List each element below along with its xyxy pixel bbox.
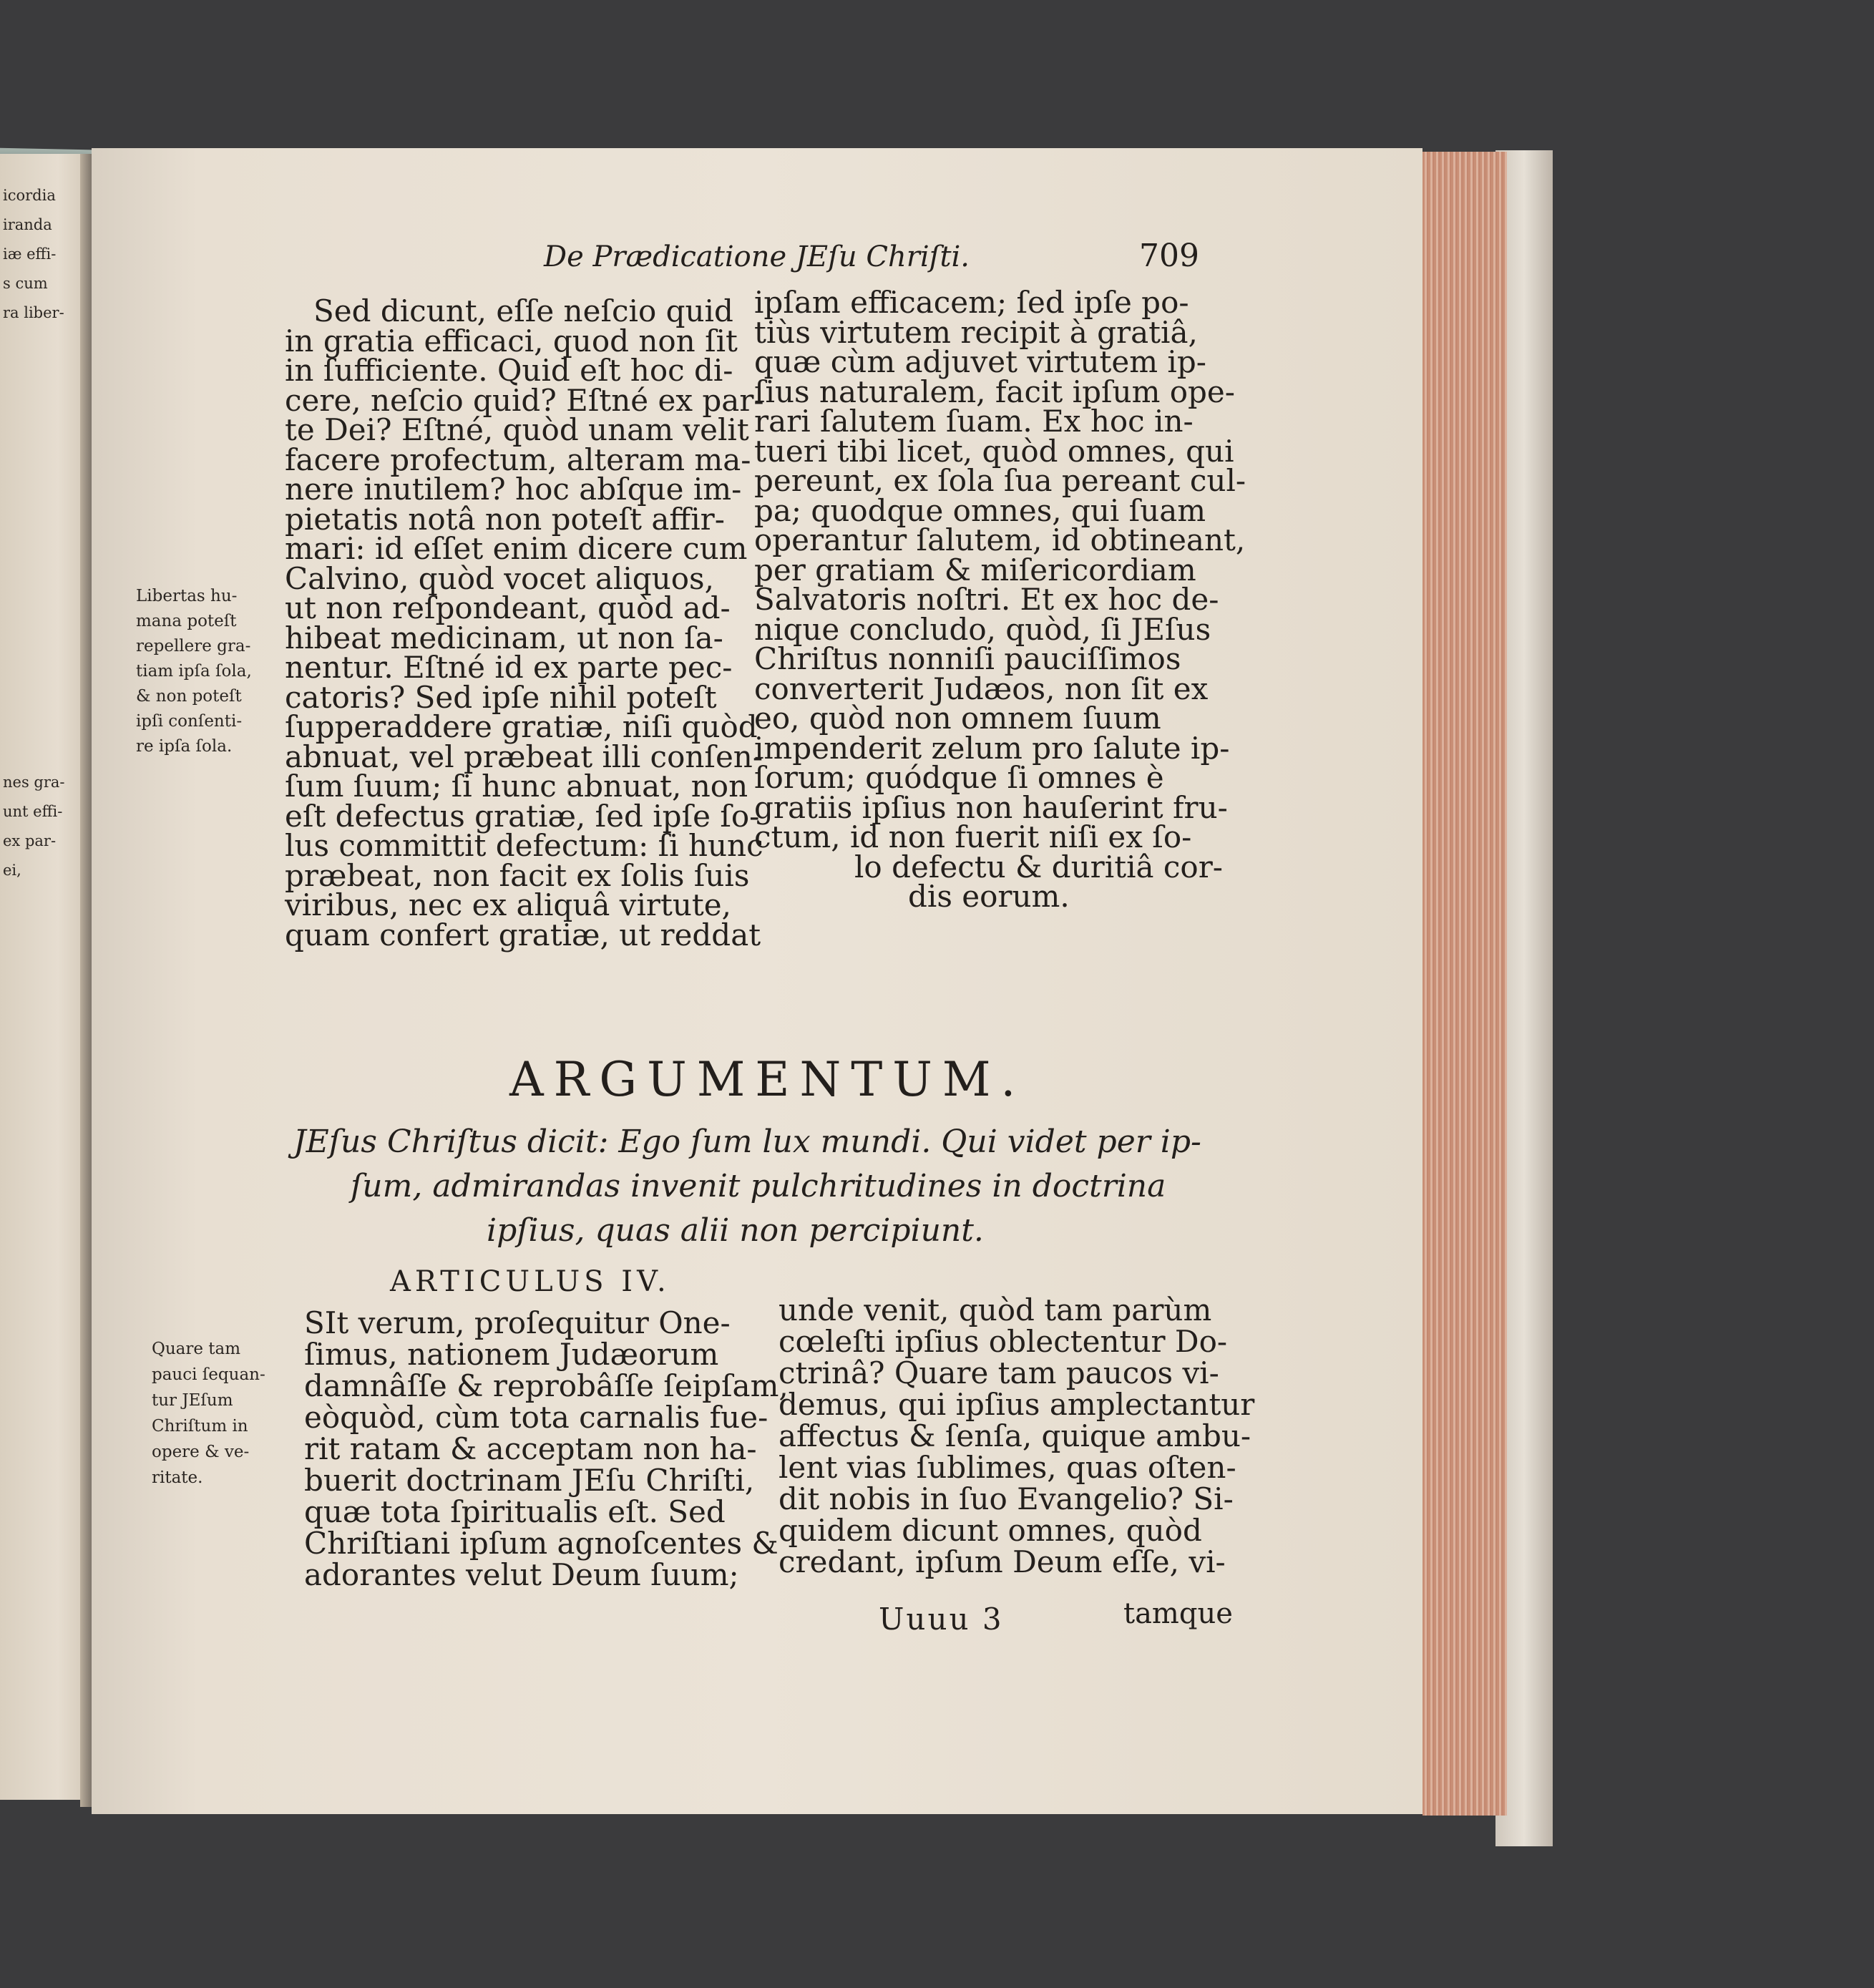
left-margin-line: nes gra- — [3, 774, 65, 791]
text-line: buerit doctrinam JEſu Chriſti, — [304, 1463, 755, 1498]
text-line: mari: id eſſet enim dicere cum — [285, 531, 748, 566]
text-line: hibeat medicinam, ut non ſa- — [285, 620, 723, 656]
text-line: pa; quodque omnes, qui ſuam — [754, 492, 1206, 528]
text-line: SIt verum, proſequitur One- — [304, 1305, 731, 1340]
text-line: ctum, id non fuerit niſi ex ſo- — [754, 819, 1192, 854]
text-line: in ſufficiente. Quid eſt hoc di- — [285, 353, 733, 388]
side-note-line: tiam ipſa ſola, — [136, 662, 252, 681]
left-margin-line: iranda — [3, 216, 52, 233]
text-line: eſt defectus gratiæ, ſed ipſe ſo- — [285, 798, 760, 834]
argumentum-heading: ARGUMENTUM. — [509, 1052, 1026, 1107]
left-margin-line: iæ effi- — [3, 245, 57, 263]
text-line: ſius naturalem, facit ipſum ope- — [754, 374, 1235, 409]
side-note-line: pauci ſequan- — [152, 1365, 265, 1384]
summary-line: ſum, admirandas invenit pulchritudines in doctrina — [351, 1168, 1166, 1204]
text-line: Chriſtiani ipſum agnoſcentes & — [304, 1526, 779, 1561]
text-line: Calvino, quòd vocet aliquos, — [285, 560, 714, 596]
side-note-line: ipſi conſenti- — [136, 712, 243, 731]
text-line: catoris? Sed ipſe nihil poteſt — [285, 679, 717, 715]
side-note-line: Chriſtum in — [152, 1417, 248, 1436]
text-line: dis eorum. — [908, 879, 1070, 914]
page-number: 709 — [1139, 238, 1199, 274]
text-line: tueri tibi licet, quòd omnes, qui — [754, 433, 1234, 469]
text-line: quidem dicunt omnes, quòd — [779, 1513, 1202, 1548]
text-line: ipſam efficacem; ſed ipſe po- — [754, 285, 1189, 320]
left-margin-line: ex par- — [3, 832, 57, 849]
side-note-line: Libertas hu- — [136, 587, 238, 605]
text-line: ſorum; quódque ſi omnes è — [754, 760, 1164, 795]
text-line: Chriſtus nonniſi pauciſſimos — [754, 641, 1181, 676]
text-line: operantur ſalutem, id obtineant, — [754, 522, 1246, 557]
text-line: abnuat, vel præbeat illi conſen- — [285, 739, 763, 774]
text-line: facere profectum, alteram ma- — [285, 442, 751, 477]
text-line: dit nobis in ſuo Evangelio? Si- — [779, 1481, 1234, 1516]
side-note-line: ritate. — [152, 1468, 203, 1487]
text-line: nere inutilem? hoc abſque im- — [285, 472, 742, 507]
text-line: affectus & ſenſa, quique ambu- — [779, 1418, 1251, 1453]
text-line: pereunt, ex ſola ſua pereant cul- — [754, 463, 1246, 498]
article-heading: ARTICULUS IV. — [390, 1265, 670, 1298]
text-line: nique concludo, quòd, ſi JEſus — [754, 611, 1211, 647]
catchword: tamque — [1123, 1597, 1233, 1630]
text-line: unde venit, quòd tam parùm — [779, 1292, 1212, 1327]
side-note-line: Quare tam — [152, 1340, 241, 1358]
text-line: ſum ſuum; ſi hunc abnuat, non — [285, 769, 748, 804]
text-line: Salvatoris noſtri. Et ex hoc de- — [754, 582, 1219, 617]
text-line: demus, qui ipſius amplectantur — [779, 1387, 1255, 1422]
left-margin-line: unt effi- — [3, 803, 63, 820]
text-line: impenderit zelum pro ſalute ip- — [754, 730, 1230, 766]
text-line: credant, ipſum Deum eſſe, vi- — [779, 1544, 1226, 1579]
text-line: lent vias ſublimes, quas oſten- — [779, 1450, 1236, 1485]
text-line: præbeat, non facit ex ſolis ſuis — [285, 857, 750, 893]
text-line: nentur. Eſtné id ex parte pec- — [285, 650, 733, 685]
text-line: ctrinâ? Quare tam paucos vi- — [779, 1355, 1219, 1390]
side-note-line: repellere gra- — [136, 637, 251, 656]
summary-line: ipſius, quas alii non percipiunt. — [487, 1212, 984, 1249]
text-line: quam confert gratiæ, ut reddat — [285, 917, 761, 952]
text-line: cœleſti ipſius oblectentur Do- — [779, 1324, 1228, 1359]
text-line: in gratia efficaci, quod non ſit — [285, 323, 738, 359]
running-head: De Prædicatione JEſu Chriſti. — [544, 240, 970, 273]
side-note-line: mana poteſt — [136, 612, 237, 630]
text-line: adorantes velut Deum ſuum; — [304, 1557, 739, 1592]
left-margin-line: ei, — [3, 862, 21, 879]
text-line: tiùs virtutem recipit à gratiâ, — [754, 314, 1198, 350]
side-note-line: re ipſa ſola. — [136, 737, 233, 756]
text-line: quæ tota ſpiritualis eſt. Sed — [304, 1494, 726, 1529]
text-line: cere, neſcio quid? Eſtné ex par- — [285, 382, 764, 418]
text-line: viribus, nec ex aliquâ virtute, — [285, 887, 732, 922]
left-margin-line: icordia — [3, 187, 56, 204]
summary-line: JEſus Chriſtus dicit: Ego ſum lux mundi. Qui videt per ip- — [293, 1124, 1201, 1160]
text-line: rari ſalutem ſuam. Ex hoc in- — [754, 404, 1194, 439]
text-line: Sed dicunt, eſſe neſcio quid — [313, 293, 733, 328]
text-line: damnâſſe & reprobâſſe ſeipſam, — [304, 1368, 789, 1403]
text-line: pietatis notâ non poteſt affir- — [285, 501, 725, 537]
page-fore-edge — [1422, 152, 1507, 1816]
side-note-line: tur JEſum — [152, 1391, 233, 1410]
text-line: quæ cùm adjuvet virtutem ip- — [754, 344, 1206, 379]
text-line: te Dei? Eſtné, quòd unam velit — [285, 412, 749, 447]
text-line: converterit Judæos, non ſit ex — [754, 671, 1209, 706]
side-note-line: & non poteſt — [136, 687, 242, 706]
left-margin-line: ra liber- — [3, 304, 64, 321]
text-line: ſimus, nationem Judæorum — [304, 1337, 719, 1372]
signature-mark: Uuuu 3 — [879, 1602, 1004, 1637]
text-line: lo defectu & duritiâ cor- — [854, 849, 1223, 885]
text-line: ut non reſpondeant, quòd ad- — [285, 590, 731, 625]
left-margin-line: s cum — [3, 275, 48, 292]
side-note-line: opere & ve- — [152, 1443, 250, 1461]
text-line: eo, quòd non omnem ſuum — [754, 701, 1161, 736]
text-line: per gratiam & miſericordiam — [754, 552, 1196, 588]
text-line: eòquòd, cùm tota carnalis fue- — [304, 1400, 768, 1435]
text-line: ſupperaddere gratiæ, niſi quòd — [285, 709, 758, 744]
text-line: rit ratam & acceptam non ha- — [304, 1431, 757, 1466]
text-line: lus committit defectum: ſi hunc — [285, 828, 763, 863]
text-line: gratiis ipſius non hauſerint fru- — [754, 789, 1228, 825]
